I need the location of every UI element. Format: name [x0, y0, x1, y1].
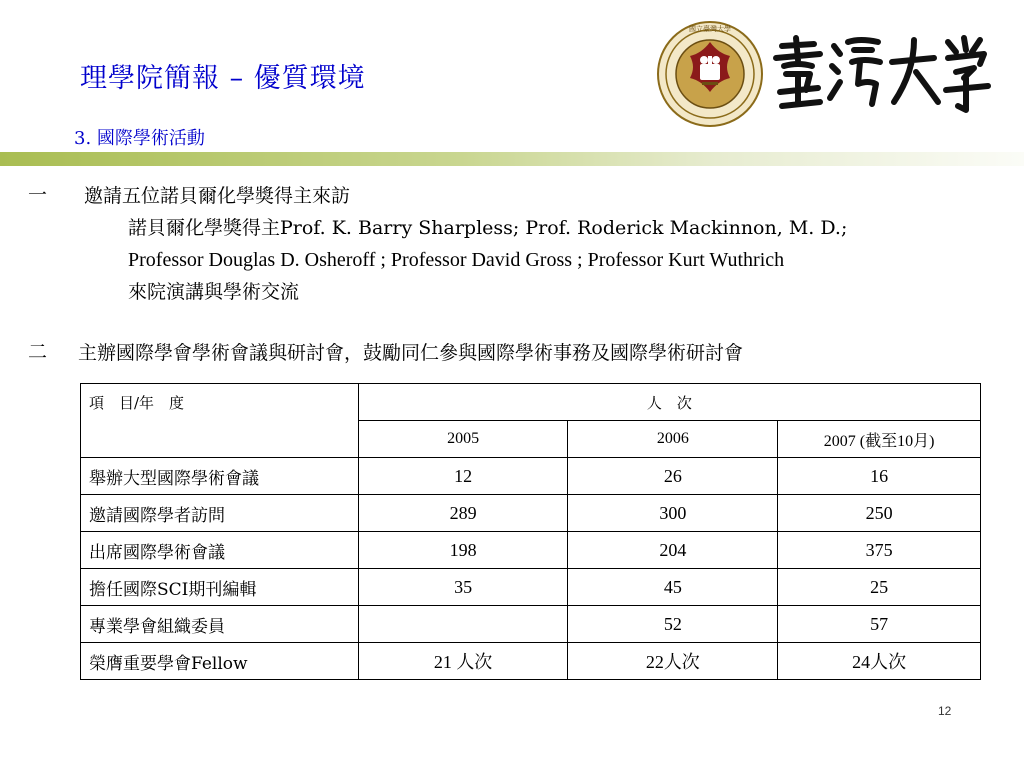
table-cell: 22人次 — [568, 643, 778, 680]
table-cell: 12 — [358, 458, 568, 495]
university-seal-icon — [656, 20, 764, 128]
table-row — [81, 569, 981, 606]
row-label: 榮膺重要學會Fellow — [81, 643, 359, 680]
year-header: 2005 — [358, 421, 568, 458]
table-cell: 198 — [358, 532, 568, 569]
table-row — [81, 643, 981, 680]
item-number-1: 一 — [28, 184, 48, 206]
item-1-line-2: 諾貝爾化學獎得主Prof. K. Barry Sharpless; Prof. Roderick Mackinnon, M. D.; — [128, 217, 848, 239]
table-cell: 375 — [778, 532, 981, 569]
table-cell: 16 — [778, 458, 981, 495]
table-cell: 250 — [778, 495, 981, 532]
table-cell: 300 — [568, 495, 778, 532]
table-row — [81, 532, 981, 569]
university-wordmark — [768, 32, 992, 118]
activity-table — [80, 383, 981, 680]
item-1-line-4: 來院演講與學術交流 — [128, 281, 300, 303]
table-cell: 45 — [568, 569, 778, 606]
table-cell: 26 — [568, 458, 778, 495]
table-cell: 289 — [358, 495, 568, 532]
university-logo — [656, 20, 996, 128]
table-row — [81, 495, 981, 532]
table-cell: 21 人次 — [358, 643, 568, 680]
table-row — [81, 606, 981, 643]
year-header: 2007 (截至10月) — [778, 421, 981, 458]
row-label: 擔任國際SCI期刊編輯 — [81, 569, 359, 606]
table-cell — [358, 606, 568, 643]
header-divider — [0, 152, 1024, 166]
svg-text:國立臺灣大學: 國立臺灣大學 — [689, 25, 731, 33]
row-label: 專業學會組織委員 — [81, 606, 359, 643]
page-number: 12 — [938, 704, 952, 718]
row-label: 出席國際學術會議 — [81, 532, 359, 569]
table-cell: 24人次 — [778, 643, 981, 680]
table-row — [81, 458, 981, 495]
slide-title: 理學院簡報 – 優質環境 — [80, 63, 366, 94]
slide-subtitle: 3. 國際學術活動 — [74, 128, 205, 149]
table-header-row — [81, 384, 981, 421]
table-group-header: 人 次 — [358, 384, 980, 421]
table-cell: 25 — [778, 569, 981, 606]
table-cell: 204 — [568, 532, 778, 569]
row-label: 舉辦大型國際學術會議 — [81, 458, 359, 495]
item-1-heading: 邀請五位諾貝爾化學獎得主來訪 — [84, 185, 351, 207]
year-header: 2006 — [568, 421, 778, 458]
table-cell: 35 — [358, 569, 568, 606]
row-label: 邀請國際學者訪問 — [81, 495, 359, 532]
item-1-line-3: Professor Douglas D. Osheroff ; Professor David Gross ; Professor Kurt Wuthrich — [128, 249, 785, 271]
item-number-2: 二 — [28, 341, 48, 363]
table-cell: 52 — [568, 606, 778, 643]
item-2-text: 主辦國際學會學術會議與研討會，鼓勵同仁參與國際學術事務及國際學術研討會 — [78, 342, 744, 364]
table-cell: 57 — [778, 606, 981, 643]
table-corner-header: 項 目/年 度 — [81, 384, 359, 458]
